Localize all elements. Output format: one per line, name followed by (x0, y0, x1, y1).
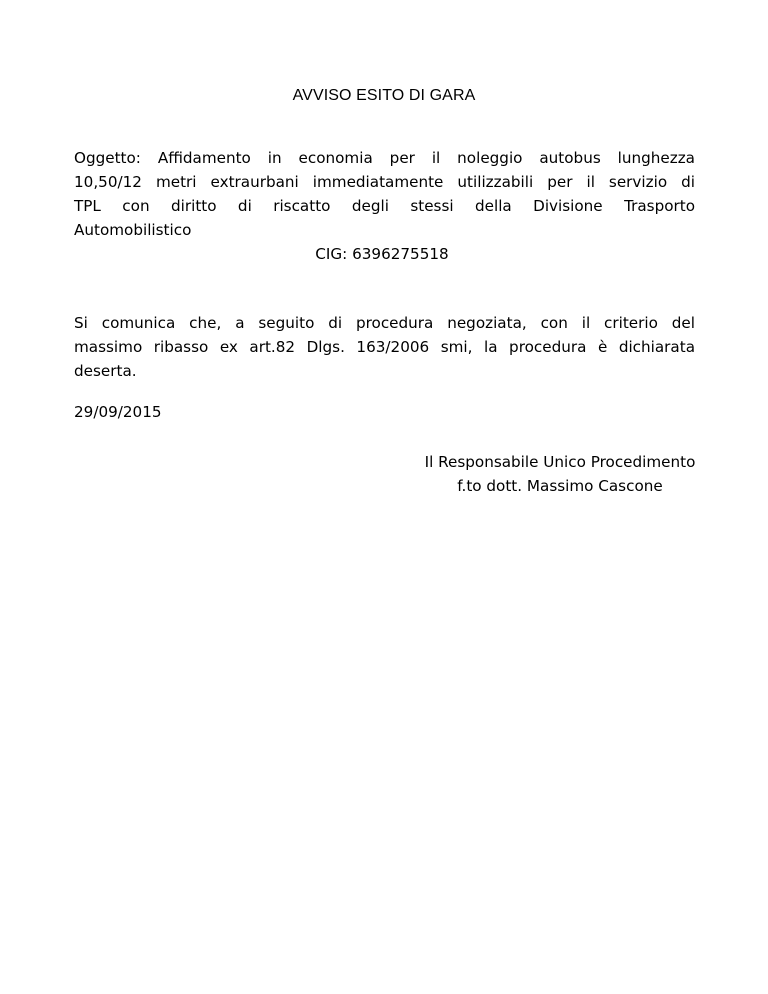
signature-block (370, 450, 750, 498)
notice-line: massimo ribasso ex art.82 Dlgs. 163/2006 smi, la procedura è dichiarata (74, 338, 695, 356)
object-line: 10,50/12 metri extraurbani immediatamente utilizzabili per il servizio di (74, 173, 695, 191)
object-paragraph (74, 146, 695, 242)
document-date: 29/09/2015 (74, 403, 162, 421)
signature-name: f.to dott. Massimo Cascone (457, 477, 663, 495)
notice-line: deserta. (74, 362, 137, 380)
document-title: AVVISO ESITO DI GARA (292, 87, 476, 104)
cig-code: CIG: 6396275518 (315, 245, 449, 263)
object-line: TPL con diritto di riscatto degli stessi della Divisione Trasporto (74, 197, 695, 215)
notice-line: Si comunica che, a seguito di procedura negoziata, con il criterio del (74, 314, 695, 332)
object-line: Oggetto: Affidamento in economia per il noleggio autobus lunghezza (74, 149, 695, 167)
object-line: Automobilistico (74, 221, 192, 239)
notice-paragraph (74, 311, 695, 383)
signature-role: Il Responsabile Unico Procedimento (424, 453, 696, 471)
